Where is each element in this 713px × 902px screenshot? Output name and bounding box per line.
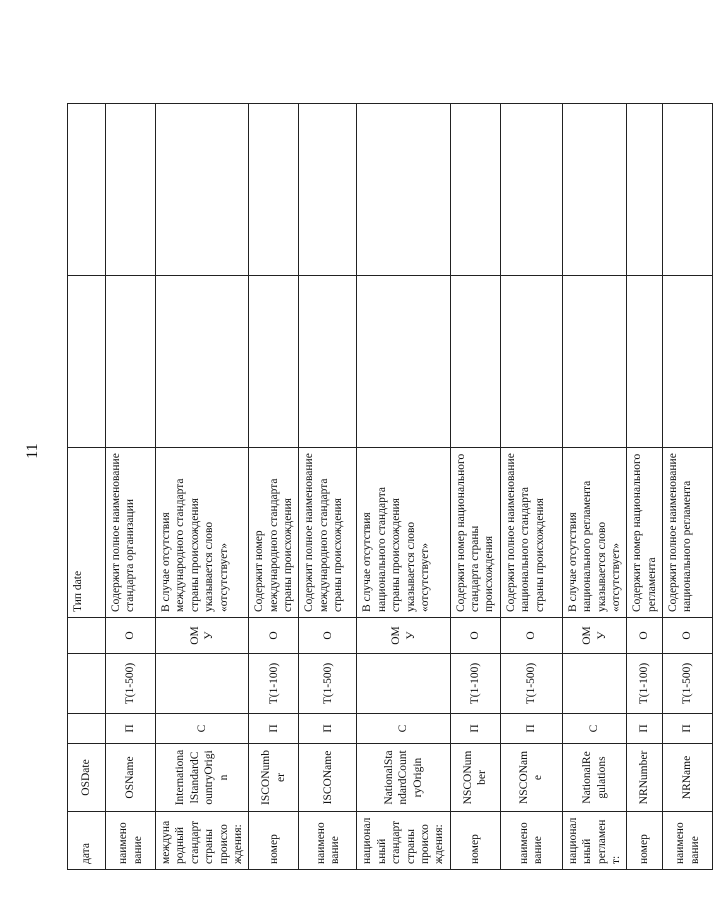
cell-d bbox=[156, 654, 249, 714]
cell-desc: Содержит номер международного стандарта страны происхождения bbox=[249, 448, 299, 618]
cell-code: InternationalStandardCountryOrigin bbox=[156, 744, 249, 812]
cell-code: NRName bbox=[663, 744, 713, 812]
cell-p: П bbox=[663, 714, 713, 744]
cell-d: Т(1-100) bbox=[249, 654, 299, 714]
cell-desc: Содержит полное наименование стандарта организации bbox=[106, 448, 156, 618]
cell-p: П bbox=[627, 714, 663, 744]
cell-p: П bbox=[249, 714, 299, 744]
page-number: 11 bbox=[24, 443, 41, 459]
cell-desc: Содержит полное наименование национального регламента bbox=[663, 448, 713, 618]
cell-code: ISCONumber bbox=[249, 744, 299, 812]
cell-empty bbox=[106, 276, 156, 448]
cell-code: NRNumber bbox=[627, 744, 663, 812]
cell-element: наименование bbox=[299, 812, 357, 870]
cell-o: О bbox=[663, 618, 713, 654]
table-row bbox=[156, 104, 249, 870]
cell-empty bbox=[68, 276, 106, 448]
table-row bbox=[500, 104, 562, 870]
cell-element: национальный стандарт страны происхождения: bbox=[357, 812, 450, 870]
table-row bbox=[68, 104, 106, 870]
cell-p: П bbox=[450, 714, 500, 744]
cell-desc: В случае отсутствия национального стандарта страны происхождения указывается слово «отсутствует» bbox=[357, 448, 450, 618]
cell-empty bbox=[562, 276, 627, 448]
cell-empty bbox=[500, 276, 562, 448]
cell-o: О bbox=[450, 618, 500, 654]
cell-empty bbox=[627, 104, 663, 276]
cell-empty bbox=[562, 104, 627, 276]
cell-p: П bbox=[106, 714, 156, 744]
cell-p: С bbox=[156, 714, 249, 744]
cell-empty bbox=[627, 276, 663, 448]
table-row bbox=[106, 104, 156, 870]
cell-d: Т(1-100) bbox=[450, 654, 500, 714]
table-row bbox=[299, 104, 357, 870]
data-table bbox=[67, 103, 713, 870]
cell-d: Т(1-500) bbox=[663, 654, 713, 714]
cell-desc: Содержит полное наименование национального стандарта страны происхождения bbox=[500, 448, 562, 618]
cell-p: С bbox=[357, 714, 450, 744]
cell-code: NSCONumber bbox=[450, 744, 500, 812]
cell-element: наименование bbox=[500, 812, 562, 870]
cell-empty bbox=[663, 104, 713, 276]
cell-p: П bbox=[299, 714, 357, 744]
cell-empty bbox=[450, 104, 500, 276]
cell-desc: Тип date bbox=[68, 448, 106, 618]
cell-d: Т(1-500) bbox=[106, 654, 156, 714]
cell-p: П bbox=[500, 714, 562, 744]
table-row bbox=[450, 104, 500, 870]
cell-empty bbox=[68, 104, 106, 276]
cell-empty bbox=[299, 104, 357, 276]
cell-d bbox=[357, 654, 450, 714]
cell-o: О bbox=[500, 618, 562, 654]
cell-d bbox=[68, 654, 106, 714]
table-row bbox=[627, 104, 663, 870]
cell-o: ОМУ bbox=[562, 618, 627, 654]
table-row bbox=[249, 104, 299, 870]
cell-o: ОМУ bbox=[156, 618, 249, 654]
cell-p bbox=[68, 714, 106, 744]
cell-o: О bbox=[299, 618, 357, 654]
table-row bbox=[562, 104, 627, 870]
cell-desc: Содержит полное наименование международного стандарта страны происхождения bbox=[299, 448, 357, 618]
cell-d bbox=[562, 654, 627, 714]
cell-empty bbox=[299, 276, 357, 448]
cell-empty bbox=[156, 104, 249, 276]
cell-element: национальный регламент: bbox=[562, 812, 627, 870]
table-row bbox=[357, 104, 450, 870]
cell-element: международный стандарт страны происхождения: bbox=[156, 812, 249, 870]
cell-empty bbox=[450, 276, 500, 448]
cell-p: С bbox=[562, 714, 627, 744]
cell-empty bbox=[249, 104, 299, 276]
cell-desc: Содержит номер национального стандарта страны происхождения bbox=[450, 448, 500, 618]
cell-desc: В случае отсутствия международного стандарта страны происхождения указывается слово «отсутствует» bbox=[156, 448, 249, 618]
cell-d: Т(1-100) bbox=[627, 654, 663, 714]
cell-code: NationalStandardCountryOrigin bbox=[357, 744, 450, 812]
cell-code: OSName bbox=[106, 744, 156, 812]
cell-code: NationalRegulations bbox=[562, 744, 627, 812]
cell-code: NSCOName bbox=[500, 744, 562, 812]
cell-element: номер bbox=[627, 812, 663, 870]
cell-empty bbox=[106, 104, 156, 276]
cell-element: дата bbox=[68, 812, 106, 870]
cell-element: наименование bbox=[106, 812, 156, 870]
table-row bbox=[663, 104, 713, 870]
cell-code: OSDate bbox=[68, 744, 106, 812]
cell-o: О bbox=[627, 618, 663, 654]
cell-desc: В случае отсутствия национального регламента указывается слово «отсутствует» bbox=[562, 448, 627, 618]
rotated-table-wrapper bbox=[67, 104, 701, 870]
cell-empty bbox=[500, 104, 562, 276]
cell-o bbox=[68, 618, 106, 654]
cell-o: ОМУ bbox=[357, 618, 450, 654]
cell-empty bbox=[357, 104, 450, 276]
cell-empty bbox=[249, 276, 299, 448]
cell-d: Т(1-500) bbox=[500, 654, 562, 714]
cell-empty bbox=[357, 276, 450, 448]
cell-o: О bbox=[249, 618, 299, 654]
cell-code: ISCOName bbox=[299, 744, 357, 812]
cell-element: номер bbox=[249, 812, 299, 870]
cell-element: номер bbox=[450, 812, 500, 870]
cell-desc: Содержит номер национального регламента bbox=[627, 448, 663, 618]
cell-d: Т(1-500) bbox=[299, 654, 357, 714]
cell-empty bbox=[663, 276, 713, 448]
cell-empty bbox=[156, 276, 249, 448]
cell-o: О bbox=[106, 618, 156, 654]
cell-element: наименование bbox=[663, 812, 713, 870]
